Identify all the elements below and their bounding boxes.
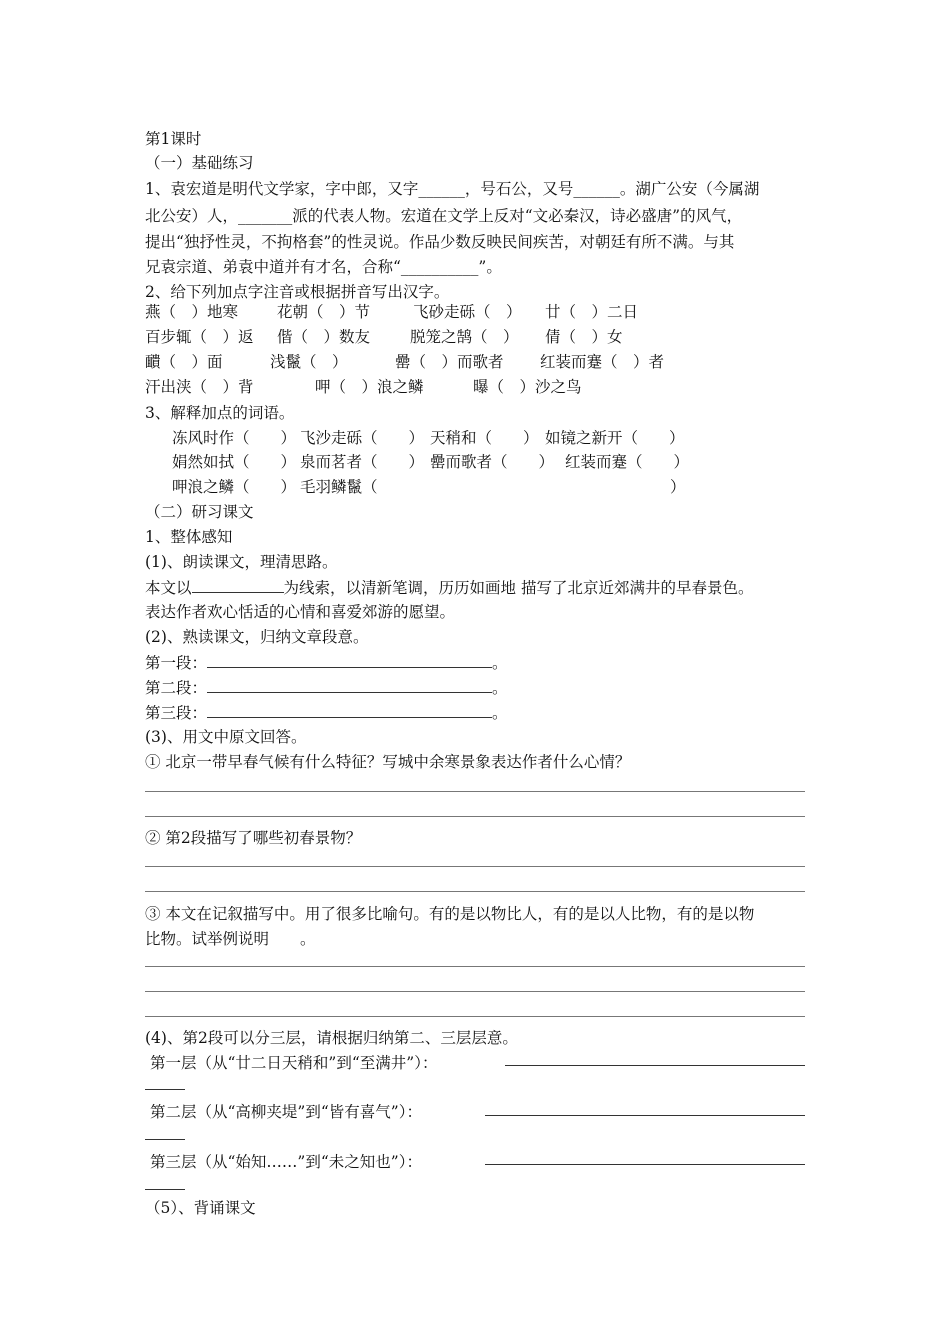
q2-row4: [0, 376, 950, 402]
q3-item: 娟然如拭（ ）: [172, 453, 297, 471]
question-a: ① 北京一带早春气候有什么特征？写城中余寒景象表达作者什么心情？: [145, 753, 631, 771]
question-c-line1: ③ 本文在记叙描写中。用了很多比喻句。有的是以物比人，有的是以人比物，有的是以物: [145, 905, 755, 923]
q3-row1: [0, 427, 950, 453]
q2-item: 偕（ ）数友: [277, 328, 371, 346]
q2-item: 曝（ ）沙之鸟: [473, 378, 582, 396]
q2-item: 百步辄（ ）返: [145, 328, 254, 346]
period: 。: [492, 679, 508, 697]
layer2-blank: [485, 1115, 805, 1116]
answer-line: [145, 816, 805, 817]
layer1-blank: [505, 1065, 805, 1066]
step4: (4)、第2段可以分三层，请根据归纳第二、三层层意。: [145, 1029, 518, 1047]
segment1: [145, 651, 508, 674]
question-c-line2: 比物。试举例说明 。: [145, 930, 316, 948]
q2-item: 浅鬣（ ）: [270, 353, 348, 371]
q3-item: 呷浪之鳞（ ）: [172, 478, 297, 496]
layer3-blank-cont: [145, 1189, 185, 1190]
layer2-blank-cont: [145, 1139, 185, 1140]
lesson-title: 第1课时: [145, 130, 202, 148]
q1-line4: 兄袁宗道、弟袁中道并有才名，合称“__________”。: [145, 258, 502, 276]
q2-item: 靧（ ）面: [145, 353, 223, 371]
part1-heading: （一）基础练习: [145, 154, 254, 172]
layer2-label: 第二层（从“高柳夹堤”到“皆有喜气”）：: [150, 1103, 422, 1121]
q3-item: 飞沙走砾（ ）: [300, 429, 425, 447]
section1-heading: 1、整体感知: [145, 528, 233, 546]
segment3-label: 第三段：: [145, 704, 208, 722]
q2-row1: [0, 301, 950, 327]
q3-row2: [0, 451, 950, 477]
q3-item: 罍而歌者（ ）: [430, 453, 555, 471]
q2-row3: [0, 351, 950, 377]
q3-item: 毛羽鳞鬣（: [300, 478, 378, 496]
segment2-label: 第二段：: [145, 679, 208, 697]
step1-line2: 表达作者欢心恬适的心情和喜爱郊游的愿望。: [145, 603, 456, 621]
q3-item: 冻风时作（ ）: [172, 429, 297, 447]
step1-text-b: 为线索，以清新笔调，历历如画地 描写了北京近郊满井的早春景色。: [283, 579, 754, 597]
q2-item: 汗出浃（ ）背: [145, 378, 254, 396]
q3-heading: 3、解释加点的词语。: [145, 404, 295, 422]
step1-line1: [145, 576, 753, 599]
q2-item: 脱笼之鹄（ ）: [410, 328, 519, 346]
question-b: ② 第2段描写了哪些初春景物？: [145, 829, 362, 847]
layer1-label: 第一层（从“廿二日天稍和”到“至满井”）：: [150, 1054, 438, 1072]
q2-item: 廿（ ）二日: [545, 303, 639, 321]
step1-text-a: 本文以: [145, 579, 192, 597]
q3-item: 泉而茗者（ ）: [300, 453, 425, 471]
q1-line3: 提出“独抒性灵，不拘格套”的性灵说。作品少数反映民间疾苦，对朝廷有所不满。与其: [145, 233, 735, 251]
q3-item: 红装而蹇（ ）: [565, 453, 690, 471]
step3: (3)、用文中原文回答。: [145, 728, 307, 746]
q2-item: 呷（ ）浪之鳞: [315, 378, 424, 396]
segment2-blank: [207, 676, 492, 693]
answer-line: [145, 991, 805, 992]
part2-heading: （二）研习课文: [145, 503, 254, 521]
period: 。: [492, 704, 508, 722]
q1-line1: 1、袁宏道是明代文学家，字中郎，又字______，号石公，又号______。湖广公安（今属湖: [145, 180, 760, 198]
q2-item: 燕（ ）地寒: [145, 303, 239, 321]
step5: （5）、背诵课文: [145, 1199, 256, 1217]
segment1-label: 第一段：: [145, 654, 208, 672]
layer3-label: 第三层（从“始知……”到“未之知也”）：: [150, 1153, 422, 1171]
q2-item: 花朝（ ）节: [277, 303, 371, 321]
answer-line: [145, 1016, 805, 1017]
answer-line: [145, 791, 805, 792]
q2-item: 倩（ ）女: [545, 328, 623, 346]
segment2: [145, 676, 508, 699]
segment3-blank: [207, 701, 492, 718]
step2: (2)、熟读课文，归纳文章段意。: [145, 628, 369, 646]
clue-blank: [192, 576, 284, 593]
answer-line: [145, 966, 805, 967]
answer-line: [145, 891, 805, 892]
q3-row3: [0, 476, 950, 502]
layer1-blank-cont: [145, 1089, 185, 1090]
q1-line2: 北公安）人，_______派的代表人物。宏道在文学上反对“文必秦汉，诗必盛唐”的风气，: [145, 207, 743, 225]
answer-line: [145, 866, 805, 867]
layer3-blank: [485, 1164, 805, 1165]
period: 。: [492, 654, 508, 672]
q2-item: 罍（ ）而歌者: [395, 353, 504, 371]
q2-row2: [0, 326, 950, 352]
step1: (1)、朗读课文，理清思路。: [145, 553, 338, 571]
q3-item: 天稍和（ ）: [430, 429, 539, 447]
q2-heading: 2、给下列加点字注音或根据拼音写出汉字。: [145, 283, 450, 301]
q3-item: ）: [670, 478, 686, 496]
q3-item: 如镜之新开（ ）: [545, 429, 685, 447]
q2-item: 飞砂走砾（ ）: [413, 303, 522, 321]
segment3: [145, 701, 508, 724]
segment1-blank: [207, 651, 492, 668]
q2-item: 红装而蹇（ ）者: [540, 353, 665, 371]
